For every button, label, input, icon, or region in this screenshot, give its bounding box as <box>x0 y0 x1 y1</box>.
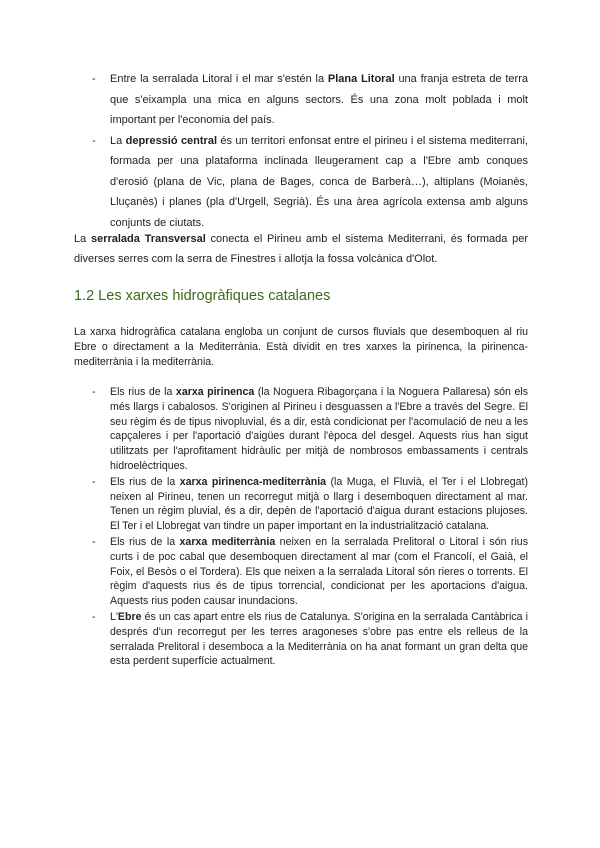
list-item: - Els rius de la xarxa pirinenca (la Noguera Ribagorçana i la Noguera Pallaresa) són els més llargs i cabalosos. S'originen al Pirineu i desguassen a l'Ebre a través del Segre. El seu règim és de tipus nivopluvial, és a dir, està condicionat per l'acomulació de neu a les capçaleres i per l'aportació d'aigües durant l'època del desgel. Aquests rius han sigut utilitzats per l'aprofitament hidràulic per mitjà de nombrosos embassaments i centrals hidroelèctriques. <box>92 386 528 472</box>
bold-term: xarxa mediterrània <box>179 535 276 548</box>
bold-term: Ebre <box>117 610 142 623</box>
list-item: - Entre la serralada Litoral i el mar s'estén la Plana Litoral una franja estreta de terra que s'eixampla una mica en alguns sectors. És una zona molt poblada i molt important per l'economia del país. <box>92 69 528 131</box>
bold-term: serralada Transversal <box>90 233 206 245</box>
section-heading: 1.2 Les xarxes hidrogràfiques catalanes <box>74 288 331 304</box>
relief-list <box>92 69 528 233</box>
bullet-dash: - <box>92 386 96 398</box>
bullet-dash: - <box>92 73 96 85</box>
paragraph-intro: La xarxa hidrogràfica catalana engloba un conjunt de cursos fluvials que desemboquen al riu Ebre o directament a la Mediterrània. Està dividit en tres xarxes la pirinenca, la pirinenca-mediterrània i la mediterrània. <box>74 326 528 368</box>
list-item: - Els rius de la xarxa pirinenca-mediterrània (la Muga, el Fluvià, el Ter i el Llobregat) neixen al Pirineu, tenen un recorregut mitjà o llarg i desemboquen directament al mar. Tenen un règim pluvial, és a dir, depèn de l'aportació d'aigua durant estacions plujoses. El Ter i el Llobregat van tindre un paper important en la industrialització catalana. <box>92 475 528 533</box>
bullet-dash: - <box>92 134 96 147</box>
paragraph-transversal: La serralada Transversal conecta el Pirineu amb el sistema Mediterrani, és formada per diverses serres com la serra de Finestres i allotja la fossa volcànica d'Olot. <box>74 233 528 265</box>
list-item: - Els rius de la xarxa mediterrània neixen en la serralada Prelitoral o Litoral i són rius curts i de poc cabal que desemboquen directament al mar (com el Francolí, el Gaià, el Foix, el Besòs o el Tordera). Els que neixen a la serralada Litoral són rieres o torrents. El règim d'aquests rius és de tipus torrencial, condicionat per les aportacions d'aigua. Aquests rius poden causar inundacions. <box>92 535 528 608</box>
bold-term: xarxa pirinenca <box>175 386 255 398</box>
bold-term: Plana Litoral <box>327 73 395 85</box>
list-item: - La depressió central és un territori enfonsat entre el pirineu i el sistema mediterrani, formada per una plataforma inclinada lleugerament cap a l'Ebre amb conques d'erosió (plana de Vic, plana de Bages, conca de Barberà…), altiplans (Moianès, Lluçanès) i planes (pla d'Urgell, Segrià). És una àrea agrícola extensa amb alguns conjunts de ciutats. <box>92 131 528 234</box>
bold-term: depressió central <box>125 134 218 147</box>
bullet-dash: - <box>92 475 96 488</box>
bullet-dash: - <box>92 535 96 548</box>
bullet-dash: - <box>92 610 96 623</box>
bold-term: xarxa pirinenca-mediterrània <box>179 475 327 488</box>
river-list <box>92 385 528 670</box>
list-item: - L'Ebre és un cas apart entre els rius de Catalunya. S'origina en la serralada Cantàbrica i després d'un recorregut per les terres aragoneses s'obre pas entre els relleus de la serralada Prelitoral i desemboca a la Mediterrània on ha anat formant un gran delta que esta perdent superfície actualment. <box>92 610 528 668</box>
